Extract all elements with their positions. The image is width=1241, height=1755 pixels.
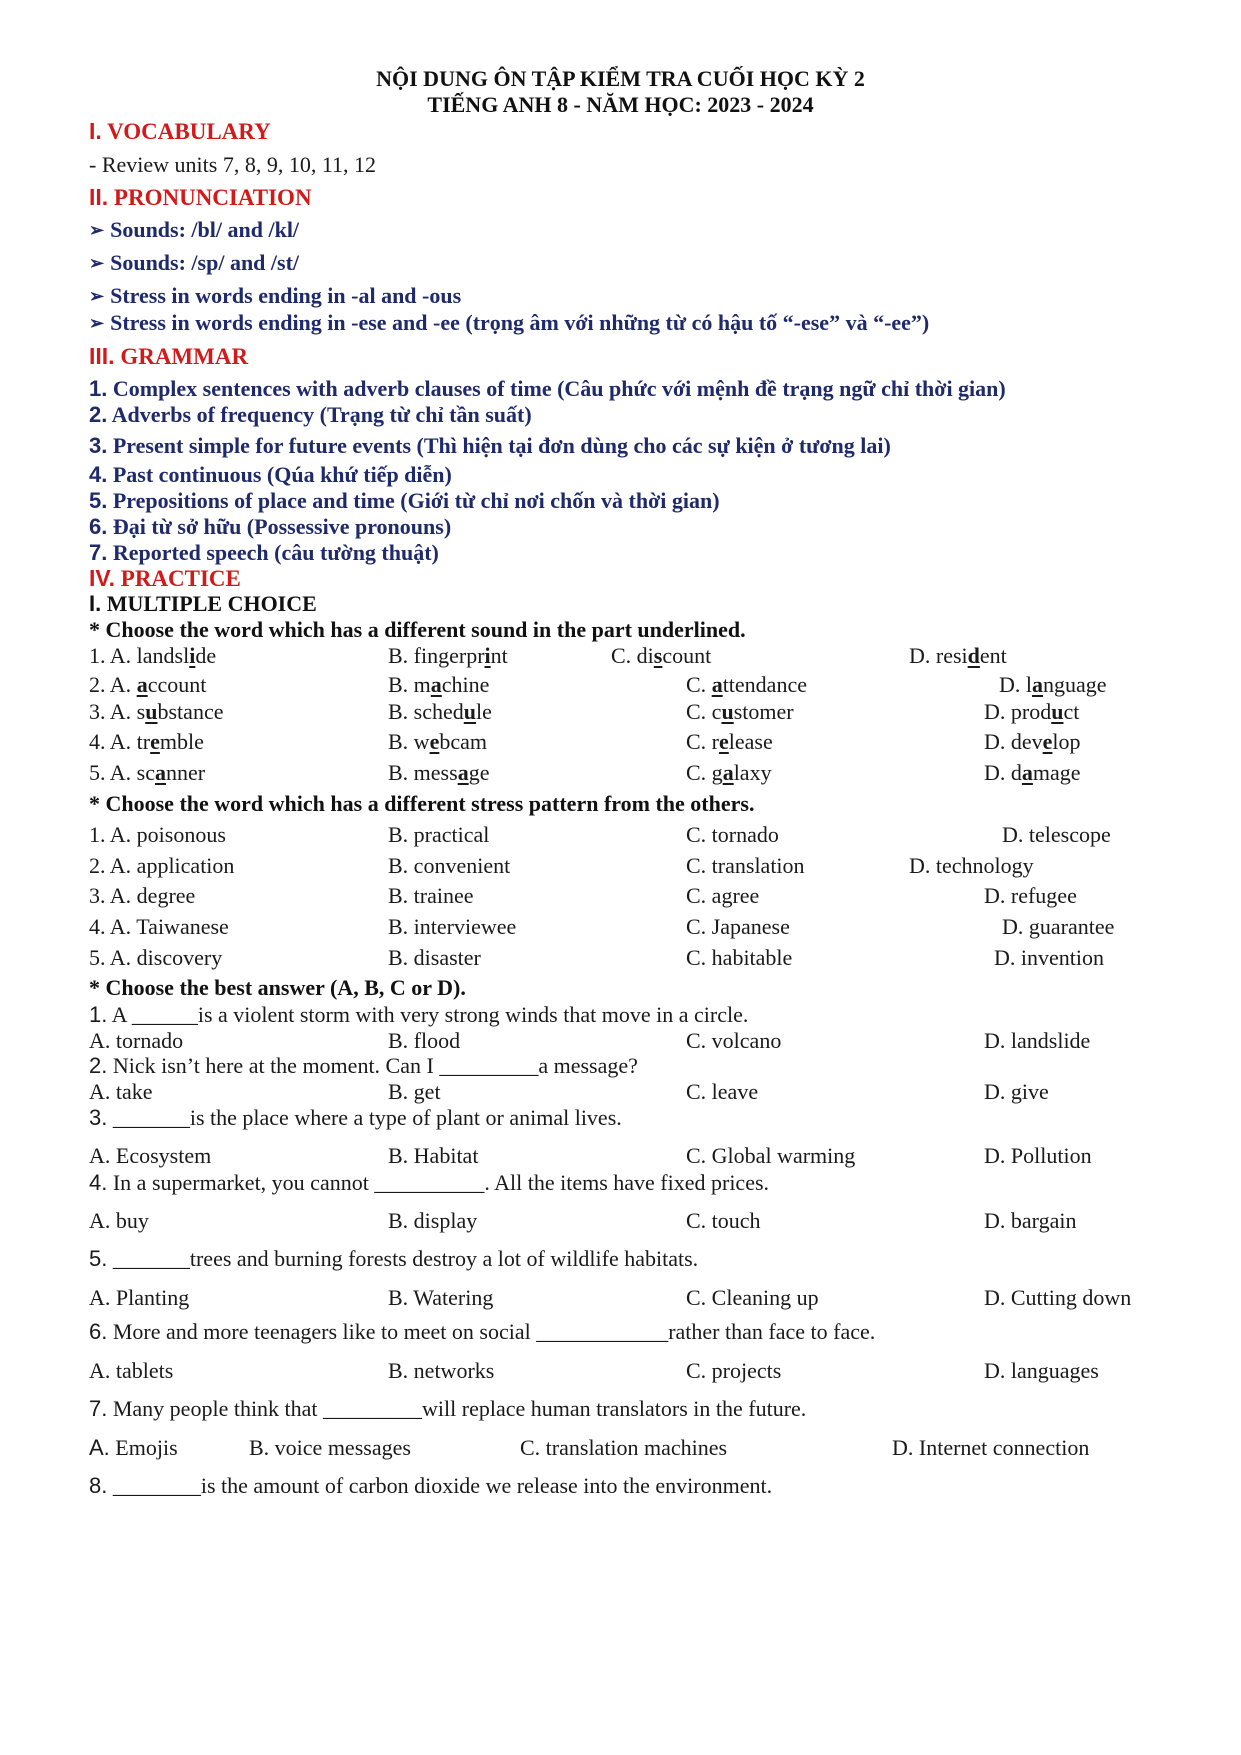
pronunciation-item: ➢ Sounds: /sp/ and /st/: [89, 250, 299, 277]
question-number: 8.: [89, 1473, 108, 1498]
pronunciation-item: ➢ Stress in words ending in -al and -ous: [89, 283, 461, 310]
option-b: B. message: [388, 760, 490, 785]
grammar-text: Complex sentences with adverb clauses of time (Câu phức với mệnh đề trạng ngữ chỉ thời gian): [112, 376, 1006, 401]
grammar-number: 1.: [89, 376, 108, 401]
question: [89, 1105, 622, 1131]
option-c: C. projects: [686, 1358, 782, 1383]
option-b: B. disaster: [388, 945, 481, 970]
section-number: I.: [89, 118, 102, 144]
grammar-item: [89, 402, 532, 428]
option-d: D. telescope: [1002, 822, 1111, 847]
part-heading: [89, 591, 317, 617]
option-b: B. schedule: [388, 699, 492, 724]
option-letter: A.: [89, 1435, 110, 1460]
option-d: D. landslide: [984, 1028, 1091, 1053]
option-c: C. habitable: [686, 945, 793, 970]
option-b: B. machine: [388, 672, 490, 697]
option-b: B. practical: [388, 822, 490, 847]
question-number: 4.: [89, 1170, 108, 1195]
option-a: 3. A. degree: [89, 883, 196, 908]
grammar-text: Prepositions of place and time (Giới từ chỉ nơi chốn và thời gian): [112, 488, 720, 513]
grammar-text: Past continuous (Qúa khứ tiếp diễn): [112, 462, 452, 487]
question: [89, 1053, 638, 1079]
question-text: Nick isn’t here at the moment. Can I _________a message?: [112, 1053, 638, 1078]
grammar-number: 7.: [89, 540, 108, 565]
option-b: B. webcam: [388, 729, 487, 754]
part-number: I.: [89, 591, 102, 616]
option-a: 3. A. substance: [89, 699, 224, 724]
option-d: D. guarantee: [1002, 914, 1115, 939]
option-c: C. customer: [686, 699, 794, 724]
option-b: B. Watering: [388, 1285, 494, 1310]
section-number: II.: [89, 184, 109, 210]
option-a: A. take: [89, 1079, 153, 1104]
grammar-item: [89, 488, 720, 514]
grammar-text: Reported speech (câu tường thuật): [112, 540, 439, 565]
option-d: D. language: [999, 672, 1107, 697]
option-c: C. release: [686, 729, 773, 754]
option-a: 2. A. application: [89, 853, 235, 878]
grammar-number: 3.: [89, 433, 108, 458]
doc-title-line1: NỘI DUNG ÔN TẬP KIỂM TRA CUỐI HỌC KỲ 2: [376, 66, 865, 91]
section-number: IV.: [89, 565, 116, 591]
question-number: 6.: [89, 1319, 108, 1344]
question-text: ________is the amount of carbon dioxide we release into the environment.: [112, 1473, 773, 1498]
instruction-best-answer: * Choose the best answer (A, B, C or D).: [89, 975, 466, 1000]
option-d: D. languages: [984, 1358, 1099, 1383]
option-d: D. bargain: [984, 1208, 1077, 1233]
section-title: GRAMMAR: [120, 344, 249, 369]
option-c: C. galaxy: [686, 760, 772, 785]
option-c: C. Japanese: [686, 914, 790, 939]
option-d: D. technology: [909, 853, 1034, 878]
option-a: 1. A. landslide: [89, 643, 217, 668]
option-d: D. resident: [909, 643, 1007, 668]
option-text: Emojis: [115, 1435, 178, 1460]
section-pronunciation: [89, 184, 312, 211]
option-d: D. Internet connection: [892, 1435, 1090, 1460]
option-c: C. attendance: [686, 672, 807, 697]
section-title: PRONUNCIATION: [113, 185, 312, 210]
instruction-sound: * Choose the word which has a different sound in the part underlined.: [89, 617, 746, 642]
option-d: D. product: [984, 699, 1080, 724]
grammar-number: 5.: [89, 488, 108, 513]
vocabulary-text: - Review units 7, 8, 9, 10, 11, 12: [89, 152, 376, 177]
option-c: C. translation machines: [520, 1435, 728, 1460]
part-title: MULTIPLE CHOICE: [106, 591, 317, 616]
option-c: C. agree: [686, 883, 760, 908]
question-number: 7.: [89, 1396, 108, 1421]
question: [89, 1246, 698, 1272]
option-c: C. volcano: [686, 1028, 782, 1053]
option-c: C. Cleaning up: [686, 1285, 819, 1310]
question: [89, 1319, 875, 1345]
question-text: A ______is a violent storm with very strong winds that move in a circle.: [111, 1002, 749, 1027]
section-grammar: [89, 343, 248, 370]
option-a: 1. A. poisonous: [89, 822, 226, 847]
option-b: B. interviewee: [388, 914, 517, 939]
option-b: B. fingerprint: [388, 643, 508, 668]
option-a: 5. A. discovery: [89, 945, 223, 970]
grammar-item: [89, 540, 439, 566]
grammar-item: [89, 514, 451, 540]
pronunciation-item: ➢ Stress in words ending in -ese and -ee (trọng âm với những từ có hậu tố “-ese” và “-ee”): [89, 310, 929, 337]
option-a: 5. A. scanner: [89, 760, 206, 785]
option-a: A. tornado: [89, 1028, 184, 1053]
option-d: D. give: [984, 1079, 1049, 1104]
option-d: D. Pollution: [984, 1143, 1092, 1168]
option-c: C. leave: [686, 1079, 759, 1104]
option-d: D. invention: [994, 945, 1104, 970]
question: [89, 1473, 772, 1499]
option-b: B. flood: [388, 1028, 461, 1053]
option-d: D. Cutting down: [984, 1285, 1132, 1310]
section-title: VOCABULARY: [107, 119, 271, 144]
grammar-text: Adverbs of frequency (Trạng từ chỉ tần suất): [111, 402, 532, 427]
question: [89, 1170, 769, 1196]
option-a: 4. A. Taiwanese: [89, 914, 229, 939]
option-b: B. get: [388, 1079, 441, 1104]
option-c: C. Global warming: [686, 1143, 856, 1168]
option-a: 4. A. tremble: [89, 729, 204, 754]
option-d: D. develop: [984, 729, 1081, 754]
question-number: 2.: [89, 1053, 108, 1078]
pronunciation-item: ➢ Sounds: /bl/ and /kl/: [89, 217, 299, 244]
grammar-text: Đại từ sở hữu (Possessive pronouns): [112, 514, 452, 539]
question-number: 5.: [89, 1246, 108, 1271]
option-b: B. networks: [388, 1358, 495, 1383]
question: [89, 1396, 806, 1422]
doc-title-line2: TIẾNG ANH 8 - NĂM HỌC: 2023 - 2024: [427, 92, 814, 117]
option-c: C. tornado: [686, 822, 779, 847]
option-d: D. damage: [984, 760, 1081, 785]
option-b: B. Habitat: [388, 1143, 479, 1168]
question-number: 3.: [89, 1105, 108, 1130]
option-a: A. Planting: [89, 1285, 190, 1310]
question-number: 1.: [89, 1002, 108, 1027]
instruction-stress: * Choose the word which has a different stress pattern from the others.: [89, 791, 755, 816]
grammar-item: [89, 433, 891, 459]
section-title: PRACTICE: [120, 566, 241, 591]
option-a: 2. A. account: [89, 672, 207, 697]
question-text: _______trees and burning forests destroy a lot of wildlife habitats.: [112, 1246, 699, 1271]
grammar-item: [89, 376, 1006, 402]
question-text: In a supermarket, you cannot __________. All the items have fixed prices.: [112, 1170, 770, 1195]
option-a: [89, 1435, 178, 1461]
grammar-text: Present simple for future events (Thì hiện tại đơn dùng cho các sự kiện ở tương lai): [112, 433, 891, 458]
option-a: A. buy: [89, 1208, 149, 1233]
option-a: A. tablets: [89, 1358, 174, 1383]
question: [89, 1002, 748, 1028]
question-text: More and more teenagers like to meet on social ____________rather than face to face.: [112, 1319, 876, 1344]
option-b: B. display: [388, 1208, 478, 1233]
option-b: B. voice messages: [249, 1435, 411, 1460]
option-c: C. translation: [686, 853, 805, 878]
grammar-number: 2.: [89, 402, 108, 427]
option-a: A. Ecosystem: [89, 1143, 212, 1168]
grammar-number: 6.: [89, 514, 108, 539]
grammar-item: [89, 462, 452, 488]
question-text: Many people think that _________will replace human translators in the future.: [112, 1396, 807, 1421]
option-b: B. convenient: [388, 853, 511, 878]
section-vocabulary: [89, 118, 271, 145]
option-c: C. touch: [686, 1208, 761, 1233]
question-text: _______is the place where a type of plant or animal lives.: [112, 1105, 622, 1130]
option-b: B. trainee: [388, 883, 474, 908]
option-c: C. discount: [611, 643, 712, 668]
section-number: III.: [89, 343, 115, 369]
section-practice: [89, 565, 241, 592]
option-d: D. refugee: [984, 883, 1077, 908]
grammar-number: 4.: [89, 462, 108, 487]
